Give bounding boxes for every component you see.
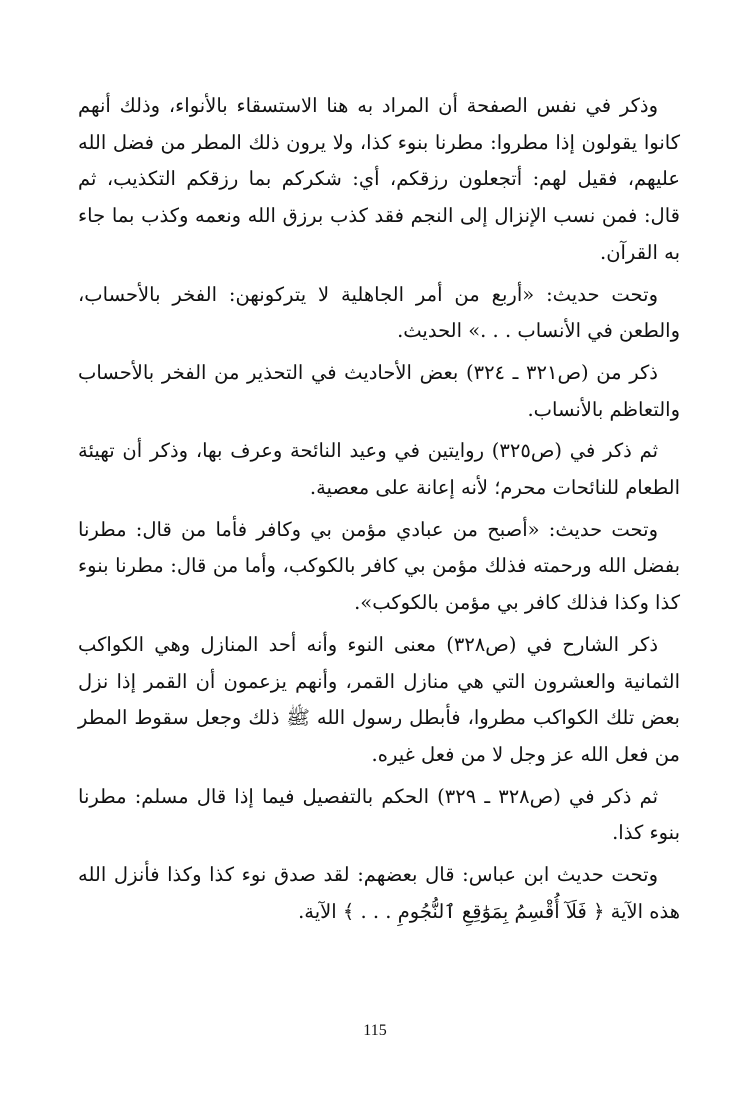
page-number: 115	[363, 1022, 387, 1039]
paragraph-8: وتحت حديث ابن عباس: قال بعضهم: لقد صدق نوء كذا وكذا فأنزل الله هذه الآية ﴿ فَلَآ أُقْسِمُ بِمَوَٰقِعِ ٱلنُّجُومِ . . . ﴾ الآية.	[78, 863, 680, 923]
paragraph-6: ذكر الشارح في (ص٣٢٨) معنى النوء وأنه أحد المنازل وهي الكواكب الثمانية والعشرون التي هي منازل القمر، وأنهم يزعمون أن القمر إذا نزل بعض تلك الكواكب مطروا، فأبطل رسول الله ﷺ ذلك وجعل سقوط المطر من فعل الله عز وجل لا من فعل غيره.	[78, 632, 680, 766]
paragraph-2: وتحت حديث: «أربع من أمر الجاهلية لا يتركونهن: الفخر بالأحساب، والطعن في الأنساب . . .» الحديث.	[78, 282, 680, 343]
body-text	[78, 88, 680, 930]
paragraph-5: وتحت حديث: «أصبح من عبادي مؤمن بي وكافر فأما من قال: مطرنا بفضل الله ورحمته فذلك مؤمن بي كافر بالكوكب، وأما من قال: مطرنا بنوء كذا وكذا فذلك كافر بي مؤمن بالكوكب».	[78, 517, 680, 615]
paragraph-7: ثم ذكر في (ص٣٢٨ ـ ٣٢٩) الحكم بالتفصيل فيما إذا قال مسلم: مطرنا بنوء كذا.	[78, 784, 680, 845]
paragraph-1: وذكر في نفس الصفحة أن المراد به هنا الاستسقاء بالأنواء، وذلك أنهم كانوا يقولون إذا مطروا: مطرنا بنوء كذا، ولا يرون ذلك المطر من فضل الله عليهم، فقيل لهم: أتجعلون رزقكم، أي: شكركم بما رزقكم التكذيب، ثم قال: فمن نسب الإنزال إلى النجم فقد كذب برزق الله ونعمه وكذب بما جاء به القرآن.	[78, 94, 680, 264]
paragraph-4: ثم ذكر في (ص٣٢٥) روايتين في وعيد النائحة وعرف بها، وذكر أن تهيئة الطعام للنائحات محرم؛ لأنه إعانة على معصية.	[78, 439, 680, 500]
paragraph-3: ذكر من (ص٣٢١ ـ ٣٢٤) بعض الأحاديث في التحذير من الفخر بالأحساب والتعاظم بالأنساب.	[78, 360, 680, 421]
